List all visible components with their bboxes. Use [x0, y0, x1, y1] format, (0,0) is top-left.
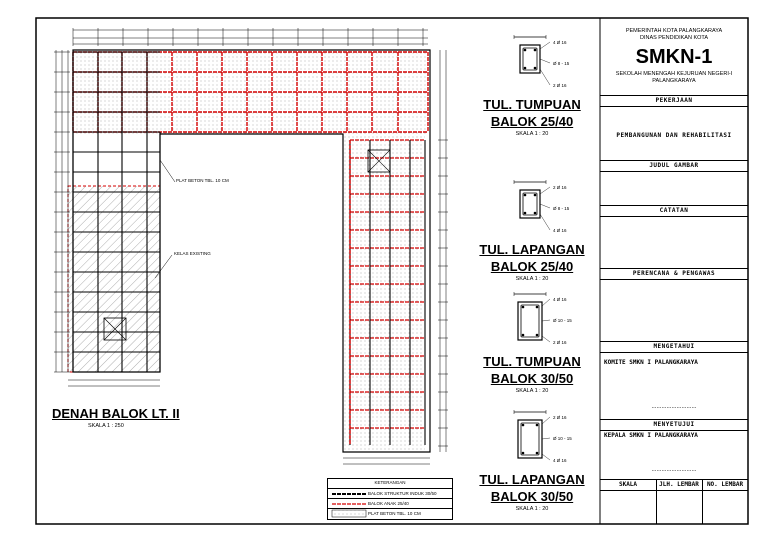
tb-divider — [600, 352, 748, 353]
plan-scale: SKALA 1 : 250 — [88, 423, 124, 429]
section-label-top: 2 Ø 16 — [553, 415, 567, 420]
tb-divider — [600, 268, 748, 269]
section-title-line1: TUL. LAPANGAN — [479, 242, 585, 257]
tb-jlh-lembar-label: JLH. LEMBAR — [659, 481, 699, 488]
annotation-kelas: KELAS EXISTING — [174, 251, 211, 256]
section-label-top: 4 Ø 16 — [553, 40, 567, 45]
section-scale: SKALA 1 : 20 — [515, 506, 549, 512]
tb-subheader-line2: PALANGKARAYA — [652, 78, 696, 84]
tb-mengetahui-value: KOMITE SMKN I PALANGKARAYA — [604, 359, 698, 366]
tb-divider — [600, 205, 748, 206]
rebar — [522, 424, 525, 427]
leader-bottom — [540, 69, 550, 85]
leader-top — [540, 42, 550, 49]
tb-menyetujui-label: MENYETUJUI — [653, 421, 695, 428]
tb-pekerjaan-label: PEKERJAAN — [655, 97, 693, 104]
beam-section-outline — [518, 420, 542, 458]
section-label-bottom: 4 Ø 16 — [553, 458, 567, 463]
section-label-stirrup: Ø 8 - 15 — [553, 61, 570, 66]
plan-title: DENAH BALOK LT. II — [52, 406, 180, 421]
section-title-line2: BALOK 25/40 — [490, 114, 574, 129]
beam-stirrup — [523, 48, 537, 70]
leader-top — [540, 187, 550, 194]
tb-perencana-label: PERENCANA & PENGAWAS — [632, 270, 716, 277]
rebar — [534, 194, 537, 197]
rebar — [524, 194, 527, 197]
tb-divider — [600, 216, 748, 217]
tb-divider — [600, 279, 748, 280]
legend-swatch-slab — [330, 509, 368, 519]
rebar — [524, 212, 527, 215]
tb-header-line2: DINAS PENDIDIKAN KOTA — [639, 35, 709, 41]
tb-divider — [600, 479, 748, 480]
tb-no-lembar-label: NO. LEMBAR — [706, 481, 744, 488]
leader-top — [542, 417, 550, 424]
tb-menyetujui-value: KEPALA SMKN I PALANGKARAYA — [604, 432, 698, 439]
tb-divider — [600, 160, 748, 161]
section-title-line1: TUL. TUMPUAN — [483, 354, 581, 369]
tb-signature-dots-1: ........................... — [651, 404, 697, 410]
existing-classroom-hatch — [68, 186, 160, 372]
tb-skala-label: SKALA — [618, 481, 638, 488]
section-scale: SKALA 1 : 20 — [515, 276, 549, 282]
tb-judul-label: JUDUL GAMBAR — [649, 162, 699, 169]
rebar — [534, 67, 537, 70]
tb-divider — [600, 430, 748, 431]
leader-stirrup — [542, 438, 550, 439]
beam-stirrup — [523, 193, 537, 215]
section-label-stirrup: Ø 8 - 15 — [553, 206, 570, 211]
tb-divider — [600, 341, 748, 342]
rebar — [524, 49, 527, 52]
section-label-top: 2 Ø 16 — [553, 185, 567, 190]
tb-subheader — [600, 71, 748, 85]
section-label-bottom: 2 Ø 16 — [553, 83, 567, 88]
section-label-top: 4 Ø 16 — [553, 297, 567, 302]
leader-stirrup — [542, 320, 550, 321]
leader-stirrup — [540, 204, 550, 208]
legend-title: KETERANGAN — [374, 480, 406, 485]
rebar — [534, 49, 537, 52]
legend-item-2: BALOK ANAK 25/40 — [368, 501, 409, 506]
rebar — [536, 452, 539, 455]
slab-right-fill — [343, 126, 425, 452]
section-label-stirrup: Ø 10 - 15 — [553, 318, 572, 323]
legend-row-3 — [328, 508, 452, 519]
rebar — [534, 212, 537, 215]
section-title-line2: BALOK 30/50 — [490, 371, 574, 386]
annotation-plat: PLAT BETON TBL. 10 CM — [176, 178, 229, 183]
tb-catatan-label: CATATAN — [659, 207, 689, 214]
beam-section-outline — [518, 302, 542, 340]
tb-col-divider — [656, 479, 657, 524]
leader-stirrup — [540, 59, 550, 63]
rebar — [522, 334, 525, 337]
leader-top — [542, 299, 550, 306]
tb-divider — [600, 95, 748, 96]
title-block — [600, 18, 748, 524]
tb-mengetahui-label: MENGETAHUI — [653, 343, 695, 350]
leader-plat — [160, 160, 175, 182]
rebar — [536, 334, 539, 337]
tb-pekerjaan-value: PEMBANGUNAN DAN REHABILITASI — [616, 132, 732, 139]
tb-col-divider — [702, 479, 703, 524]
legend-item-1: BALOK STRUKTUR INDUK 30/50 — [368, 491, 437, 496]
beam-stirrup — [521, 423, 539, 455]
section-label-bottom: 4 Ø 16 — [553, 228, 567, 233]
rebar — [536, 306, 539, 309]
rebar — [522, 306, 525, 309]
section-scale: SKALA 1 : 20 — [515, 388, 549, 394]
tb-signature-dots-2: ........................... — [651, 467, 697, 473]
tb-header-line1: PEMERINTAH KOTA PALANGKARAYA — [625, 28, 723, 34]
tb-divider — [600, 106, 748, 107]
section-label-bottom: 2 Ø 16 — [553, 340, 567, 345]
section-title-line2: BALOK 30/50 — [490, 489, 574, 504]
legend — [327, 478, 453, 520]
section-label-stirrup: Ø 10 - 15 — [553, 436, 572, 441]
section-title-line2: BALOK 25/40 — [490, 259, 574, 274]
rebar — [522, 452, 525, 455]
rebar — [536, 424, 539, 427]
rebar — [524, 67, 527, 70]
leader-bottom — [542, 454, 550, 460]
tb-school: SMKN-1 — [635, 46, 713, 68]
tb-divider — [600, 490, 748, 491]
tb-subheader-line1: SEKOLAH MENENGAH KEJURUAN NEGERI-I — [615, 71, 733, 77]
leader-bottom — [540, 214, 550, 230]
leader-bottom — [542, 336, 550, 342]
legend-item-3: PLAT BETON TBL. 10 CM — [368, 511, 421, 516]
section-title-line1: TUL. TUMPUAN — [483, 97, 581, 112]
tb-header — [600, 28, 748, 42]
beam-stirrup — [521, 305, 539, 337]
section-title-line1: TUL. LAPANGAN — [479, 472, 585, 487]
tb-divider — [600, 419, 748, 420]
section-scale: SKALA 1 : 20 — [515, 131, 549, 137]
tb-divider — [600, 171, 748, 172]
